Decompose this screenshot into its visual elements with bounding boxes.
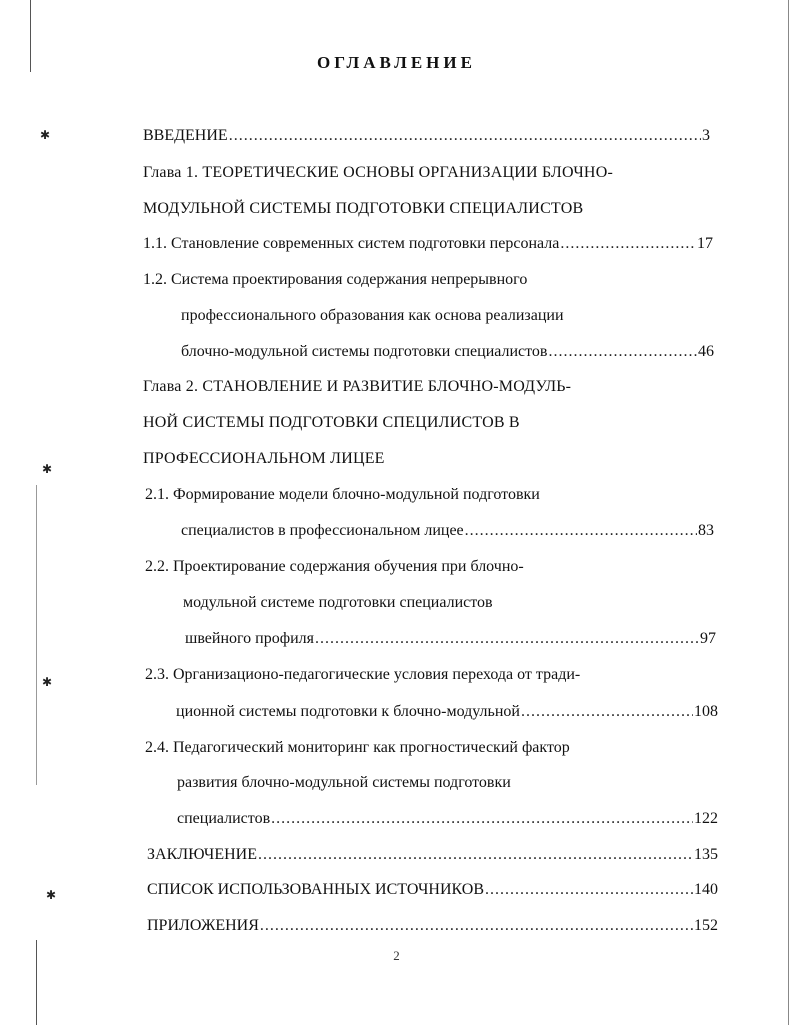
toc-entry-1-1[interactable]	[143, 234, 713, 254]
toc-entry-label: блочно-модульной системы подготовки специалистов	[181, 343, 548, 360]
toc-entry-label: ПРИЛОЖЕНИЯ	[147, 917, 259, 934]
toc-leader-dots	[260, 916, 693, 936]
page-number: 2	[393, 948, 400, 963]
scan-speck-icon: ✱	[46, 888, 57, 902]
toc-entry-label: ционной системы подготовки к блочно-модульной	[176, 703, 520, 720]
toc-page-number: 83	[698, 522, 714, 539]
toc-page-number: 97	[700, 630, 716, 647]
toc-leader-dots	[560, 234, 696, 254]
toc-chapter-2-line[interactable]: Глава 2. СТАНОВЛЕНИЕ И РАЗВИТИЕ БЛОЧНО-МОДУЛЬ-	[143, 378, 572, 395]
toc-entry-2-1-last[interactable]	[181, 521, 714, 541]
toc-entry-2-3-line[interactable]: 2.3. Организационо-педагогические условия перехода от тради-	[145, 666, 581, 683]
toc-entry-appendix[interactable]	[147, 916, 718, 936]
toc-entry-2-2-line[interactable]: модульной системе подготовки специалистов	[183, 594, 493, 611]
toc-entry-label: специалистов	[177, 810, 271, 827]
toc-leader-dots	[258, 845, 693, 865]
toc-leader-dots	[465, 521, 697, 541]
toc-entry-label: ВВЕДЕНИЕ	[143, 127, 228, 144]
toc-leader-dots	[485, 880, 693, 900]
scan-margin-line	[36, 485, 37, 785]
toc-entry-intro[interactable]	[143, 126, 710, 146]
toc-entry-2-4-last[interactable]	[177, 809, 718, 829]
toc-page-number: 152	[694, 917, 718, 934]
toc-page-number: 46	[698, 343, 714, 360]
toc-entry-label: СПИСОК ИСПОЛЬЗОВАННЫХ ИСТОЧНИКОВ	[147, 881, 485, 898]
scan-speck-icon: ✱	[42, 462, 53, 476]
scan-margin-line	[788, 0, 789, 1025]
toc-page-number: 3	[702, 127, 710, 144]
page-title: ОГЛАВЛЕНИЕ	[317, 53, 476, 72]
toc-chapter-1-line[interactable]: МОДУЛЬНОЙ СИСТЕМЫ ПОДГОТОВКИ СПЕЦИАЛИСТОВ	[143, 200, 584, 217]
toc-chapter-1-line[interactable]: Глава 1. ТЕОРЕТИЧЕСКИЕ ОСНОВЫ ОРГАНИЗАЦИИ БЛОЧНО-	[143, 164, 613, 181]
toc-chapter-2-line[interactable]: НОЙ СИСТЕМЫ ПОДГОТОВКИ СПЕЦИЛИСТОВ В	[143, 414, 520, 431]
toc-page-number: 135	[694, 846, 718, 863]
toc-leader-dots	[315, 629, 699, 649]
toc-entry-2-3-last[interactable]	[176, 702, 718, 722]
toc-page-number: 108	[694, 703, 718, 720]
toc-page-number: 17	[697, 235, 713, 252]
scan-speck-icon: ✱	[40, 128, 51, 142]
toc-entry-2-1-line[interactable]: 2.1. Формирование модели блочно-модульной подготовки	[145, 486, 540, 503]
toc-entry-2-2-last[interactable]	[185, 629, 716, 649]
toc-entry-sources[interactable]	[147, 880, 718, 900]
toc-entry-2-4-line[interactable]: развития блочно-модульной системы подготовки	[177, 774, 511, 791]
toc-entry-conclusion[interactable]	[147, 845, 718, 865]
toc-entry-label: швейного профиля	[185, 630, 315, 647]
toc-entry-1-2-line[interactable]: профессионального образования как основа реализации	[181, 307, 564, 324]
toc-leader-dots	[229, 126, 701, 146]
scan-speck-icon: ✱	[42, 675, 53, 689]
toc-leader-dots	[548, 342, 697, 362]
toc-leader-dots	[521, 702, 693, 722]
toc-page-number: 122	[694, 810, 718, 827]
toc-chapter-2-line[interactable]: ПРОФЕССИОНАЛЬНОМ ЛИЦЕЕ	[143, 450, 385, 467]
toc-entry-2-2-line[interactable]: 2.2. Проектирование содержания обучения при блочно-	[145, 558, 524, 575]
toc-entry-2-4-line[interactable]: 2.4. Педагогический мониторинг как прогностический фактор	[145, 739, 570, 756]
toc-leader-dots	[271, 809, 693, 829]
toc-entry-label: специалистов в профессиональном лицее	[181, 522, 464, 539]
toc-entry-label: 1.1. Становление современных систем подготовки персонала	[143, 235, 560, 252]
toc-page-number: 140	[694, 881, 718, 898]
toc-entry-1-2-last[interactable]	[181, 342, 714, 362]
toc-entry-label: ЗАКЛЮЧЕНИЕ	[147, 846, 257, 863]
toc-entry-1-2-line[interactable]: 1.2. Система проектирования содержания непрерывного	[143, 271, 528, 288]
